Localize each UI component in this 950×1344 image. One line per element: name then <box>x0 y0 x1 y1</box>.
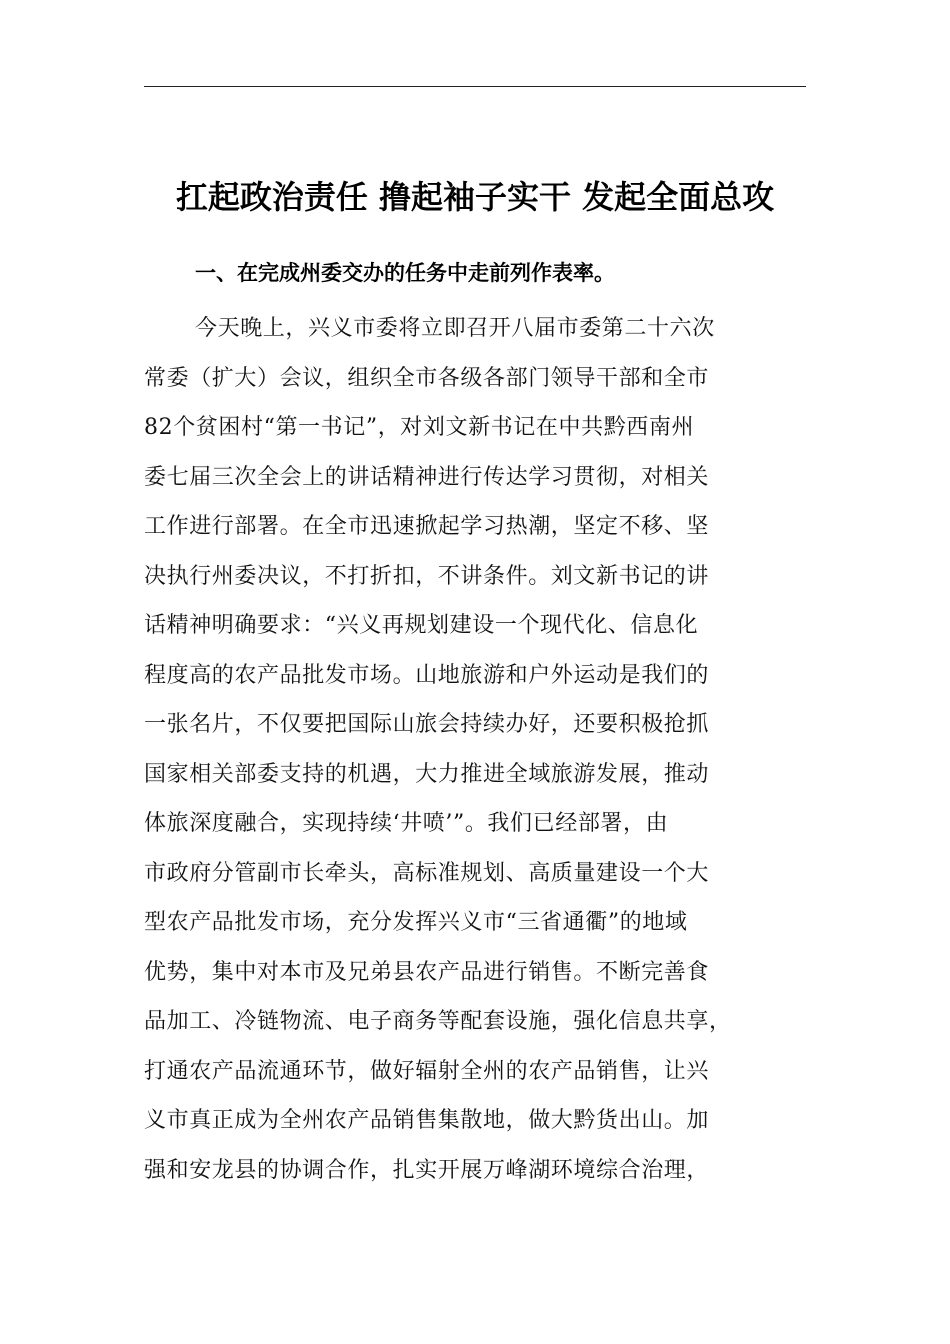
body-line: 一张名片，不仅要把国际山旅会持续办好，还要积极抢抓 <box>144 712 710 737</box>
body-line: 82个贫困村“第一书记”，对刘文新书记在中共黔西南州 <box>144 415 695 440</box>
body-line: 决执行州委决议，不打折扣，不讲条件。刘文新书记的讲 <box>144 563 710 589</box>
body-line: 打通农产品流通环节，做好辐射全州的农产品销售，让兴 <box>144 1058 710 1084</box>
body-line: 工作进行部署。在全市迅速掀起学习热潮，坚定不移、坚 <box>144 514 710 539</box>
body-line: 义市真正成为全州农产品销售集散地，做大黔货出山。加 <box>144 1108 710 1133</box>
document-title: 扛起政治责任 撸起袖子实干 发起全面总攻 <box>175 178 775 216</box>
body-line: 体旅深度融合，实现持续‘井喷’”。我们已经部署，由 <box>144 811 669 836</box>
body-line: 常委（扩大）会议，组织全市各级各部门领导干部和全市 <box>144 365 710 391</box>
body-line: 品加工、冷链物流、电子商务等配套设施，强化信息共享， <box>144 1009 732 1034</box>
body-line: 型农产品批发市场，充分发挥兴义市“三省通衢”的地域 <box>144 910 688 935</box>
body-line: 优势，集中对本市及兄弟县农产品进行销售。不断完善食 <box>144 959 710 985</box>
body-line: 今天晚上，兴义市委将立即召开八届市委第二十六次 <box>195 316 715 341</box>
header-rule <box>144 86 806 87</box>
body-line: 强和安龙县的协调合作，扎实开展万峰湖环境综合治理， <box>144 1157 710 1183</box>
section-heading: 一、在完成州委交办的任务中走前列作表率。 <box>195 261 615 285</box>
body-line: 国家相关部委支持的机遇，大力推进全域旅游发展，推动 <box>144 761 710 787</box>
body-line: 委七届三次全会上的讲话精神进行传达学习贯彻，对相关 <box>144 464 710 490</box>
body-line: 市政府分管副市长牵头，高标准规划、高质量建设一个大 <box>144 860 710 886</box>
body-line: 程度高的农产品批发市场。山地旅游和户外运动是我们的 <box>144 662 710 688</box>
body-line: 话精神明确要求：“兴义再规划建设一个现代化、信息化 <box>144 613 699 638</box>
body-paragraph <box>144 304 806 1195</box>
